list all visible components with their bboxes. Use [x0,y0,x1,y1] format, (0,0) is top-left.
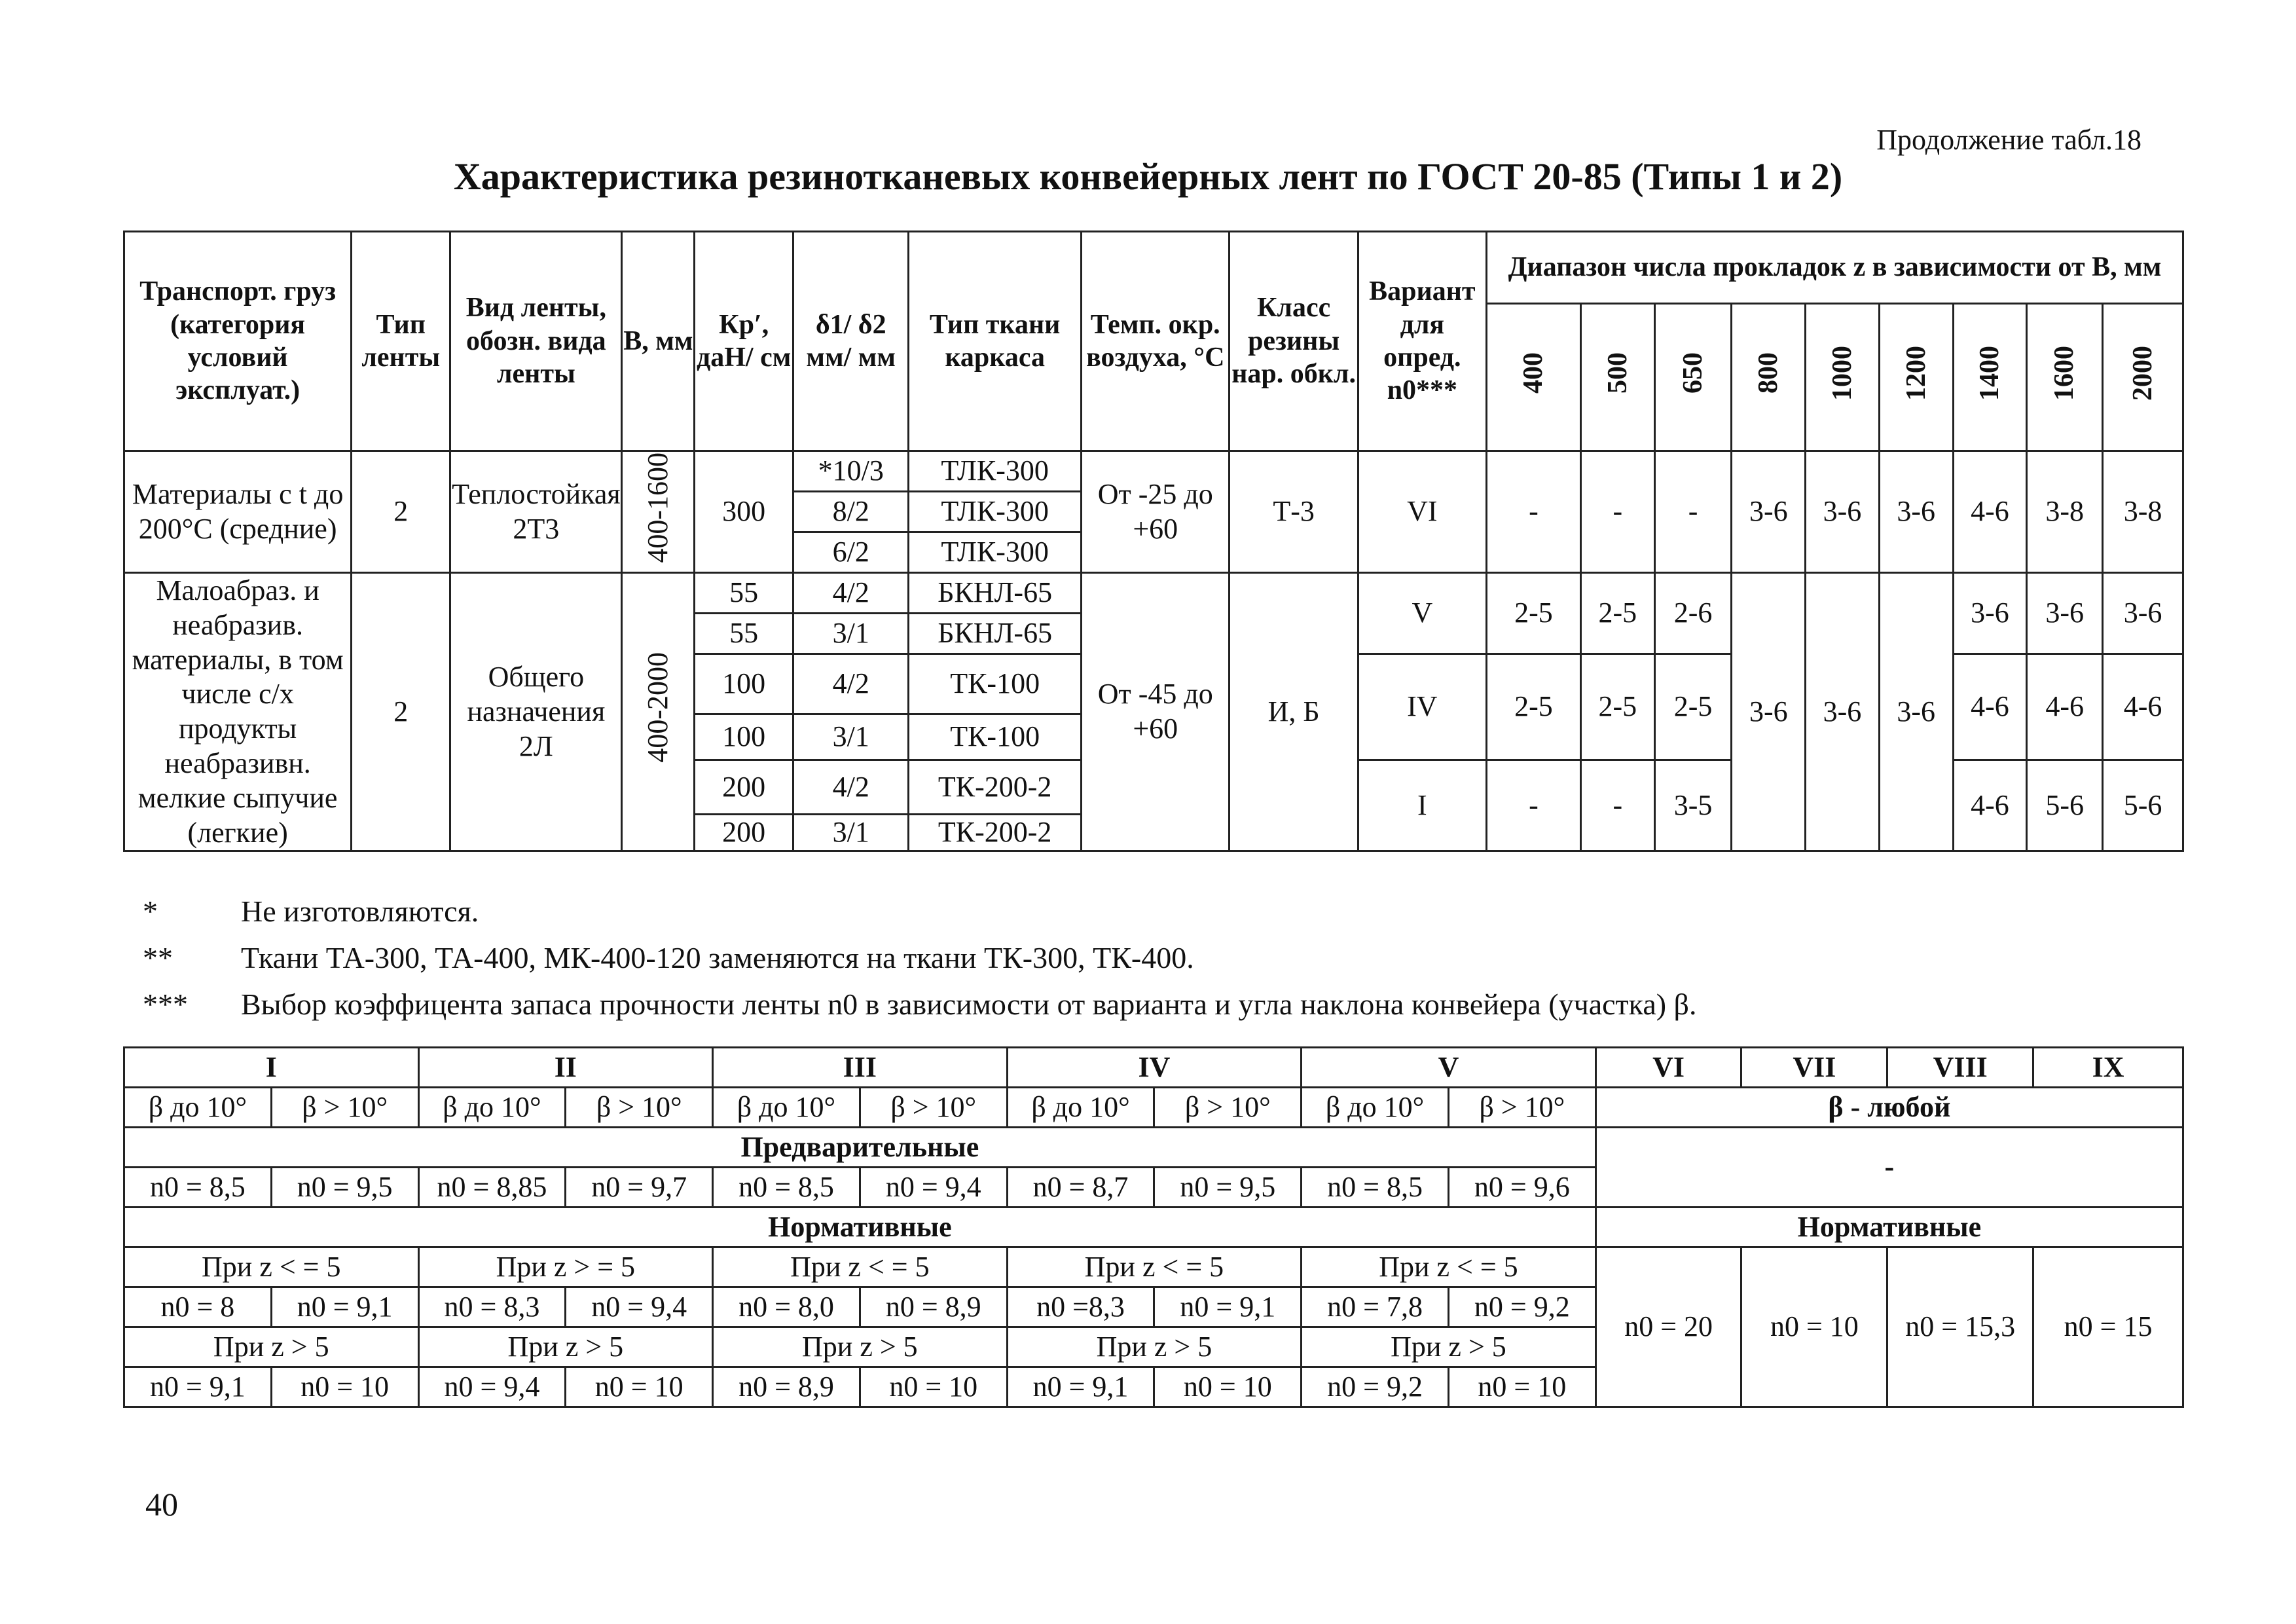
variant-header: IV [1007,1048,1302,1088]
beta-low: β до 10° [1302,1088,1449,1128]
g2-z: - [1580,760,1654,851]
beta-low: β до 10° [1007,1088,1154,1128]
n0-value: n0 = 9,1 [271,1287,418,1327]
g2-z: 4-6 [2027,654,2103,760]
condition-small-z: При z > = 5 [418,1247,713,1287]
g2-z: 2-5 [1580,573,1654,654]
beta-high: β > 10° [1154,1088,1302,1128]
n0-value: n0 = 9,2 [1302,1367,1449,1407]
header-variant: Вариант для опред. n0*** [1358,232,1486,451]
n0-value: n0 = 8,5 [124,1168,272,1208]
n0-value: n0 =8,3 [1007,1287,1154,1327]
n0-value: n0 = 10 [1154,1367,1302,1407]
normative-heading: Нормативные [124,1208,1596,1247]
footnote-1: * Не изготовляются. [143,895,479,928]
g2-delta: 4/2 [793,654,909,714]
g1-z: 3-6 [1806,451,1880,573]
beta-high: β > 10° [860,1088,1007,1128]
g1-kp: 300 [695,451,793,573]
header-width-1000: 1000 [1806,304,1880,451]
g2-kind: Общего назначения 2Л [450,573,622,851]
header-fabric: Тип ткани каркаса [909,232,1082,451]
n0-value: n0 = 10 [271,1367,418,1407]
header-cargo: Транспорт. груз (категория условий эксплуат.) [124,232,352,451]
g2-z-1200: 3-6 [1879,573,1953,851]
g1-fabric: ТЛК-300 [909,451,1082,492]
n0-value: n0 = 8,7 [1007,1168,1154,1208]
g2-kp: 55 [695,573,793,614]
header-temperature: Темп. окр. воздуха, °С [1082,232,1230,451]
g2-temperature: От -45 до +60 [1082,573,1230,851]
condition-small-z: При z < = 5 [1007,1247,1302,1287]
beta-low: β до 10° [713,1088,860,1128]
g1-z: - [1580,451,1654,573]
g2-z: - [1487,760,1581,851]
g2-cargo: Малоабраз. и неабразив. материалы, в том числе с/х продукты неабразивн. мелкие сыпучие (легкие) [124,573,352,851]
g1-temperature: От -25 до +60 [1082,451,1230,573]
header-width-650: 650 [1654,304,1732,451]
variant-header: IX [2033,1048,2183,1088]
condition-big-z: При z > 5 [1007,1327,1302,1367]
g2-z: 2-5 [1580,654,1654,760]
g2-variant: V [1358,573,1486,654]
g1-z: - [1487,451,1581,573]
n0-value: n0 = 9,1 [1007,1367,1154,1407]
header-rubber-class: Класс резины нар. обкл. [1230,232,1358,451]
header-type: Тип ленты [352,232,450,451]
g1-fabric: ТЛК-300 [909,492,1082,532]
n0-value: n0 = 8 [124,1287,272,1327]
g2-z-1000: 3-6 [1806,573,1880,851]
normative-heading-right: Нормативные [1595,1208,2183,1247]
header-width: В, мм [622,232,695,451]
condition-small-z: При z < = 5 [713,1247,1008,1287]
g1-z: 3-8 [2103,451,2183,573]
g2-fabric: ТК-100 [909,654,1082,714]
n0-value: n0 = 8,9 [713,1367,860,1407]
g2-z: 3-6 [2103,573,2183,654]
g2-type: 2 [352,573,450,851]
beta-high: β > 10° [1448,1088,1595,1128]
header-width-1600: 1600 [2027,304,2103,451]
g2-width: 400-2000 [622,573,695,851]
condition-big-z: При z > 5 [124,1327,419,1367]
g1-z: - [1654,451,1732,573]
g1-rubber: Т-3 [1230,451,1358,573]
g2-variant: I [1358,760,1486,851]
g1-fabric: ТЛК-300 [909,532,1082,573]
n0-value: n0 = 9,1 [124,1367,272,1407]
g2-z: 2-5 [1487,573,1581,654]
header-delta: δ1/ δ2 мм/ мм [793,232,909,451]
header-width-500: 500 [1580,304,1654,451]
g2-delta: 4/2 [793,573,909,614]
g2-fabric: ТК-200-2 [909,760,1082,815]
variant-header: III [713,1048,1008,1088]
variant-header: VIII [1887,1048,2033,1088]
variant-header: I [124,1048,419,1088]
g2-z: 2-6 [1654,573,1732,654]
g2-z: 4-6 [2103,654,2183,760]
g2-z: 3-5 [1654,760,1732,851]
n0-value: n0 = 10 [1448,1367,1595,1407]
g2-delta: 3/1 [793,614,909,654]
g2-kp: 55 [695,614,793,654]
g2-kp: 200 [695,815,793,851]
n0-value: n0 = 8,3 [418,1287,566,1327]
n0-value: n0 = 8,85 [418,1168,566,1208]
g2-kp: 100 [695,654,793,714]
n0-value: n0 = 8,5 [1302,1168,1449,1208]
g2-fabric: ТК-200-2 [909,815,1082,851]
n0-any: n0 = 10 [1741,1247,1887,1407]
footnote-2: ** Ткани ТА-300, ТА-400, МК-400-120 заменяются на ткани ТК-300, ТК-400. [143,941,1194,974]
n0-any: n0 = 15 [2033,1247,2183,1407]
page-number: 40 [145,1486,178,1522]
header-kp: Кр′, даН/ см [695,232,793,451]
g2-z: 4-6 [1953,654,2027,760]
preliminary-heading: Предварительные [124,1128,1596,1168]
g2-variant: IV [1358,654,1486,760]
g1-z: 4-6 [1953,451,2027,573]
footnotes [143,894,1696,1033]
g2-kp: 100 [695,714,793,760]
g2-z-800: 3-6 [1732,573,1806,851]
header-width-2000: 2000 [2103,304,2183,451]
g2-delta: 3/1 [793,714,909,760]
g2-fabric: БКНЛ-65 [909,614,1082,654]
n0-value: n0 = 10 [566,1367,713,1407]
n0-value: n0 = 9,6 [1448,1168,1595,1208]
belt-characteristics-table [123,231,2184,852]
g1-variant: VI [1358,451,1486,573]
beta-any: β - любой [1595,1088,2183,1128]
n0-any: n0 = 15,3 [1887,1247,2033,1407]
safety-factor-table [123,1046,2184,1408]
g1-kind: Теплостойкая 2Т3 [450,451,622,573]
header-ply-range: Диапазон числа прокладок z в зависимости от В, мм [1487,232,2183,304]
variant-header: V [1302,1048,1596,1088]
g1-delta: *10/3 [793,451,909,492]
g1-z: 3-6 [1879,451,1953,573]
g2-z: 2-5 [1654,654,1732,760]
header-kind: Вид ленты, обозн. вида ленты [450,232,622,451]
n0-any: n0 = 20 [1595,1247,1741,1407]
n0-value: n0 = 8,5 [713,1168,860,1208]
header-width-1400: 1400 [1953,304,2027,451]
n0-value: n0 = 9,4 [860,1168,1007,1208]
g1-z: 3-6 [1732,451,1806,573]
n0-value: n0 = 9,5 [1154,1168,1302,1208]
g1-z: 3-8 [2027,451,2103,573]
g1-delta: 6/2 [793,532,909,573]
n0-value: n0 = 9,1 [1154,1287,1302,1327]
variant-header: VI [1595,1048,1741,1088]
g2-fabric: ТК-100 [909,714,1082,760]
header-width-1200: 1200 [1879,304,1953,451]
g1-type: 2 [352,451,450,573]
beta-high: β > 10° [566,1088,713,1128]
g2-delta: 3/1 [793,815,909,851]
continuation-label: Продолжение табл.18 [1876,124,2141,156]
g2-delta: 4/2 [793,760,909,815]
beta-high: β > 10° [271,1088,418,1128]
g2-z: 4-6 [1953,760,2027,851]
g2-z: 3-6 [2027,573,2103,654]
condition-small-z: При z < = 5 [124,1247,419,1287]
g2-z: 2-5 [1487,654,1581,760]
g2-fabric: БКНЛ-65 [909,573,1082,614]
n0-value: n0 = 9,7 [566,1168,713,1208]
n0-value: n0 = 8,0 [713,1287,860,1327]
preliminary-dash: - [1595,1128,2183,1208]
g2-z: 5-6 [2027,760,2103,851]
beta-low: β до 10° [418,1088,566,1128]
g2-z: 5-6 [2103,760,2183,851]
page-title: Характеристика резинотканевых конвейерных лент по ГОСТ 20-85 (Типы 1 и 2) [453,155,1843,198]
header-width-400: 400 [1487,304,1581,451]
n0-value: n0 = 9,5 [271,1168,418,1208]
condition-big-z: При z > 5 [713,1327,1008,1367]
condition-small-z: При z < = 5 [1302,1247,1596,1287]
n0-value: n0 = 9,4 [418,1367,566,1407]
n0-value: n0 = 10 [860,1367,1007,1407]
g2-z: 3-6 [1953,573,2027,654]
n0-value: n0 = 9,4 [566,1287,713,1327]
g2-rubber: И, Б [1230,573,1358,851]
g1-width: 400-1600 [622,451,695,573]
g1-cargo: Материалы с t до 200°С (средние) [124,451,352,573]
n0-value: n0 = 7,8 [1302,1287,1449,1327]
g1-delta: 8/2 [793,492,909,532]
variant-header: II [418,1048,713,1088]
n0-value: n0 = 9,2 [1448,1287,1595,1327]
beta-low: β до 10° [124,1088,272,1128]
header-width-800: 800 [1732,304,1806,451]
variant-header: VII [1741,1048,1887,1088]
n0-value: n0 = 8,9 [860,1287,1007,1327]
condition-big-z: При z > 5 [418,1327,713,1367]
footnote-3: *** Выбор коэффицента запаса прочности ленты n0 в зависимости от варианта и угла наклона конвейера (участка) β. [143,987,1697,1021]
condition-big-z: При z > 5 [1302,1327,1596,1367]
g2-kp: 200 [695,760,793,815]
